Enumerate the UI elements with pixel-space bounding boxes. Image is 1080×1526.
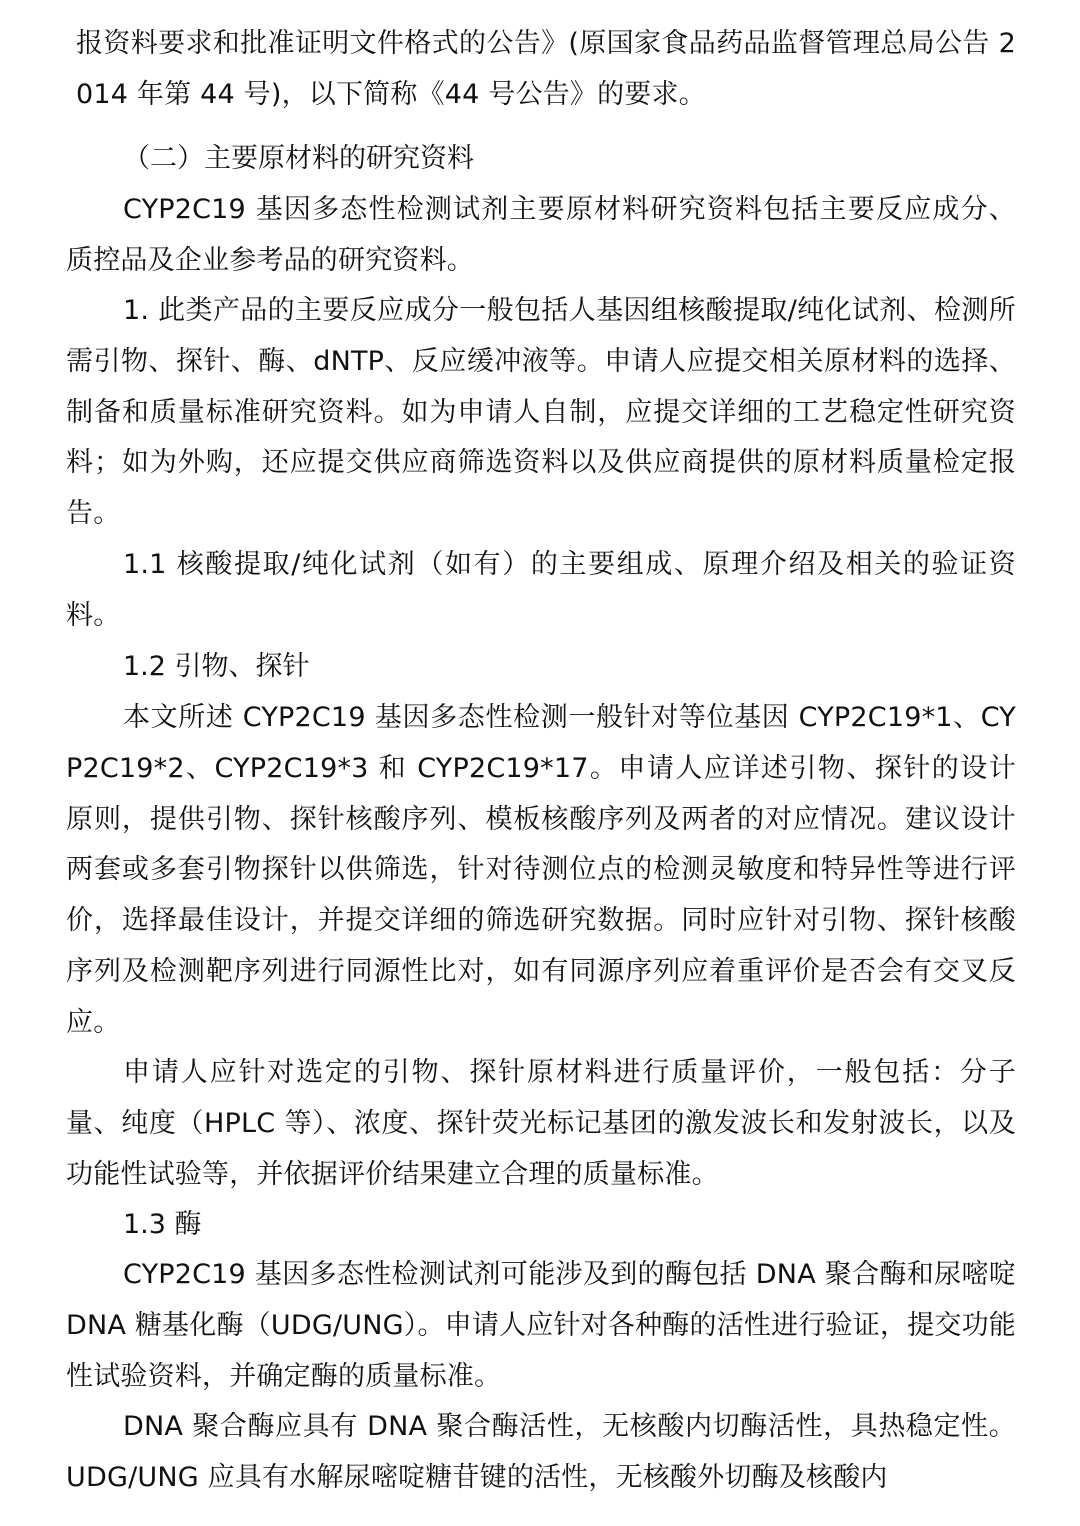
- item-1-1-paragraph: 1.1 核酸提取/纯化试剂（如有）的主要组成、原理介绍及相关的验证资料。: [66, 549, 1016, 631]
- overview-paragraph: CYP2C19 基因多态性检测试剂主要原材料研究资料包括主要反应成分、质控品及企业参考品的研究资料。: [66, 194, 1016, 276]
- section-heading-raw-materials: （二）主要原材料的研究资料: [123, 143, 474, 174]
- item-1-paragraph: 1. 此类产品的主要反应成分一般包括人基因组核酸提取/纯化试剂、检测所需引物、探针、酶、dNTP、反应缓冲液等。申请人应提交相关原材料的选择、制备和质量标准研究资料。如为申请人自制，应提交详细的工艺稳定性研究资料；如为外购，还应提交供应商筛选资料以及供应商提供的原材料质量检定报告。: [66, 295, 1016, 530]
- primer-quality-paragraph: 申请人应针对选定的引物、探针原材料进行质量评价，一般包括：分子量、纯度（HPLC 等）、浓度、探针荧光标记基团的激发波长和发射波长，以及功能性试验等，并依据评价结果建立合理的质量标准。: [66, 1057, 1016, 1190]
- intro-paragraph: 报资料要求和批准证明文件格式的公告》(原国家食品药品监督管理总局公告 2014 年第 44 号)，以下简称《44 号公告》的要求。: [76, 28, 1016, 110]
- primer-design-paragraph: 本文所述 CYP2C19 基因多态性检测一般针对等位基因 CYP2C19*1、CYP2C19*2、CYP2C19*3 和 CYP2C19*17。申请人应详述引物、探针的设计原则，提供引物、探针核酸序列、模板核酸序列及两者的对应情况。建议设计两套或多套引物探针以供筛选，针对待测位点的检测灵敏度和特异性等进行评价，选择最佳设计，并提交详细的筛选研究数据。同时应针对引物、探针核酸序列及检测靶序列进行同源性比对，如有同源序列应着重评价是否会有交叉反应。: [66, 702, 1016, 1038]
- subheading-primers-probes: 1.2 引物、探针: [123, 651, 310, 682]
- enzyme-paragraph: CYP2C19 基因多态性检测试剂可能涉及到的酶包括 DNA 聚合酶和尿嘧啶 DNA 糖基化酶（UDG/UNG）。申请人应针对各种酶的活性进行验证，提交功能性试验资料，并确定酶的质量标准。: [66, 1259, 1016, 1392]
- subheading-enzymes: 1.3 酶: [123, 1209, 202, 1240]
- enzyme-activity-paragraph: DNA 聚合酶应具有 DNA 聚合酶活性，无核酸内切酶活性，具热稳定性。UDG/UNG 应具有水解尿嘧啶糖苷键的活性，无核酸外切酶及核酸内: [66, 1411, 1016, 1493]
